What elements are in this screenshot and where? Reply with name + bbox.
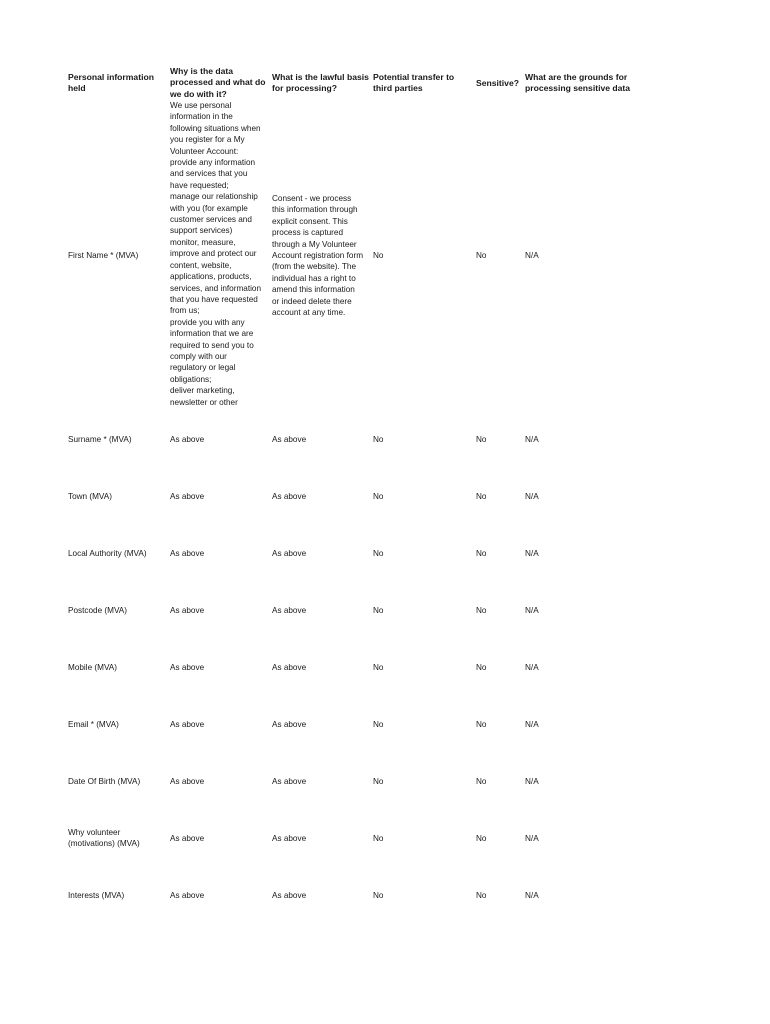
purpose-line: We use personal — [170, 101, 232, 110]
purpose-line: applications, products, — [170, 272, 252, 282]
row-grounds: N/A — [525, 834, 539, 843]
purpose-line: deliver marketing, — [170, 386, 235, 396]
purpose-line: provide you with any — [170, 317, 245, 327]
first-row-basis — [272, 193, 374, 318]
header-transfer: Potential transfer to third parties — [373, 72, 455, 94]
row-grounds: N/A — [525, 891, 539, 900]
row-purpose: As above — [170, 492, 205, 501]
purpose-line: following situations when — [170, 123, 261, 133]
row-basis: As above — [272, 663, 307, 672]
row-sensitive: No — [476, 549, 487, 558]
purpose-line: provide any information — [170, 158, 256, 168]
first-row-grounds: N/A — [525, 251, 539, 260]
row-grounds: N/A — [525, 492, 539, 501]
row-field: Email * (MVA) — [68, 720, 119, 729]
row-sensitive: No — [476, 720, 487, 729]
header-sensitive: Sensitive? — [476, 78, 519, 88]
basis-line: explicit consent. This — [272, 216, 348, 226]
purpose-line: monitor, measure, — [170, 237, 236, 247]
purpose-line: newsletter or other — [170, 397, 238, 407]
row-basis: As above — [272, 834, 307, 843]
purpose-line: that you have requested — [170, 294, 258, 304]
header-lawful-basis: What is the lawful basis for processing? — [272, 72, 369, 94]
purpose-line: information that we are — [170, 329, 254, 339]
first-row-purpose — [170, 100, 270, 411]
row-transfer: No — [373, 549, 384, 558]
purpose-line: customer services and — [170, 215, 252, 225]
first-row-sensitive: No — [476, 251, 487, 260]
basis-line: through a My Volunteer — [272, 239, 357, 249]
purpose-line: have requested; — [170, 180, 229, 190]
basis-line: account at any time. — [272, 308, 346, 318]
row-sensitive: No — [476, 891, 487, 900]
row-basis: As above — [272, 891, 307, 900]
row-purpose: As above — [170, 663, 205, 672]
row-field: Postcode (MVA) — [68, 606, 127, 615]
purpose-line: comply with our — [170, 351, 227, 361]
purpose-line: improve and protect our — [170, 249, 257, 259]
row-basis: As above — [272, 435, 307, 444]
row-grounds: N/A — [525, 435, 539, 444]
basis-line: or indeed delete there — [272, 296, 352, 306]
row-field: Why volunteer (motivations) (MVA) — [68, 828, 140, 849]
row-grounds: N/A — [525, 663, 539, 672]
row-transfer: No — [373, 834, 384, 843]
row-transfer: No — [373, 435, 384, 444]
row-purpose: As above — [170, 777, 205, 786]
row-grounds: N/A — [525, 606, 539, 615]
first-row-field: First Name * (MVA) — [68, 251, 139, 260]
row-field: Mobile (MVA) — [68, 663, 117, 672]
row-basis: As above — [272, 720, 307, 729]
row-field: Town (MVA) — [68, 492, 112, 501]
purpose-line: required to send you to — [170, 340, 254, 350]
row-field: Interests (MVA) — [68, 891, 125, 900]
purpose-line: and services that you — [170, 169, 248, 179]
row-purpose: As above — [170, 606, 205, 615]
purpose-line: you register for a My — [170, 135, 245, 145]
row-field: Date Of Birth (MVA) — [68, 777, 141, 786]
purpose-line: information in the — [170, 112, 233, 122]
row-purpose: As above — [170, 435, 205, 444]
row-purpose: As above — [170, 834, 205, 843]
header-grounds: What are the grounds for processing sensitive data — [525, 72, 631, 94]
row-basis: As above — [272, 777, 307, 786]
row-basis: As above — [272, 492, 307, 501]
purpose-line: services, and information — [170, 283, 262, 293]
row-transfer: No — [373, 663, 384, 672]
header-personal-info: Personal information held — [68, 72, 154, 94]
purpose-line: support services) — [170, 226, 233, 236]
row-sensitive: No — [476, 435, 487, 444]
row-transfer: No — [373, 492, 384, 501]
purpose-line: from us; — [170, 306, 200, 316]
row-purpose: As above — [170, 891, 205, 900]
basis-line: process is captured — [272, 228, 343, 238]
row-transfer: No — [373, 606, 384, 615]
row-basis: As above — [272, 549, 307, 558]
purpose-line: regulatory or legal — [170, 363, 236, 373]
first-row-transfer: No — [373, 251, 384, 260]
row-sensitive: No — [476, 777, 487, 786]
row-sensitive: No — [476, 834, 487, 843]
basis-line: (from the website). The — [272, 262, 357, 272]
basis-line: amend this information — [272, 285, 355, 295]
row-transfer: No — [373, 891, 384, 900]
row-purpose: As above — [170, 720, 205, 729]
row-basis: As above — [272, 606, 307, 615]
row-transfer: No — [373, 777, 384, 786]
row-grounds: N/A — [525, 720, 539, 729]
row-sensitive: No — [476, 663, 487, 672]
row-field: Local Authority (MVA) — [68, 549, 147, 558]
row-grounds: N/A — [525, 777, 539, 786]
purpose-line: content, website, — [170, 260, 232, 270]
row-grounds: N/A — [525, 549, 539, 558]
basis-line: individual has a right to — [272, 273, 356, 283]
row-purpose: As above — [170, 549, 205, 558]
purpose-line: obligations; — [170, 374, 212, 384]
header-why-processed: Why is the data processed and what do we do with it? — [170, 66, 266, 99]
basis-line: Account registration form — [272, 251, 364, 261]
basis-line: this information through — [272, 205, 358, 215]
row-transfer: No — [373, 720, 384, 729]
row-field: Surname * (MVA) — [68, 435, 132, 444]
purpose-line: Volunteer Account: — [170, 146, 239, 156]
purpose-line: manage our relationship — [170, 192, 258, 202]
basis-line: Consent - we process — [272, 194, 352, 203]
row-sensitive: No — [476, 492, 487, 501]
row-sensitive: No — [476, 606, 487, 615]
purpose-line: with you (for example — [170, 203, 248, 213]
